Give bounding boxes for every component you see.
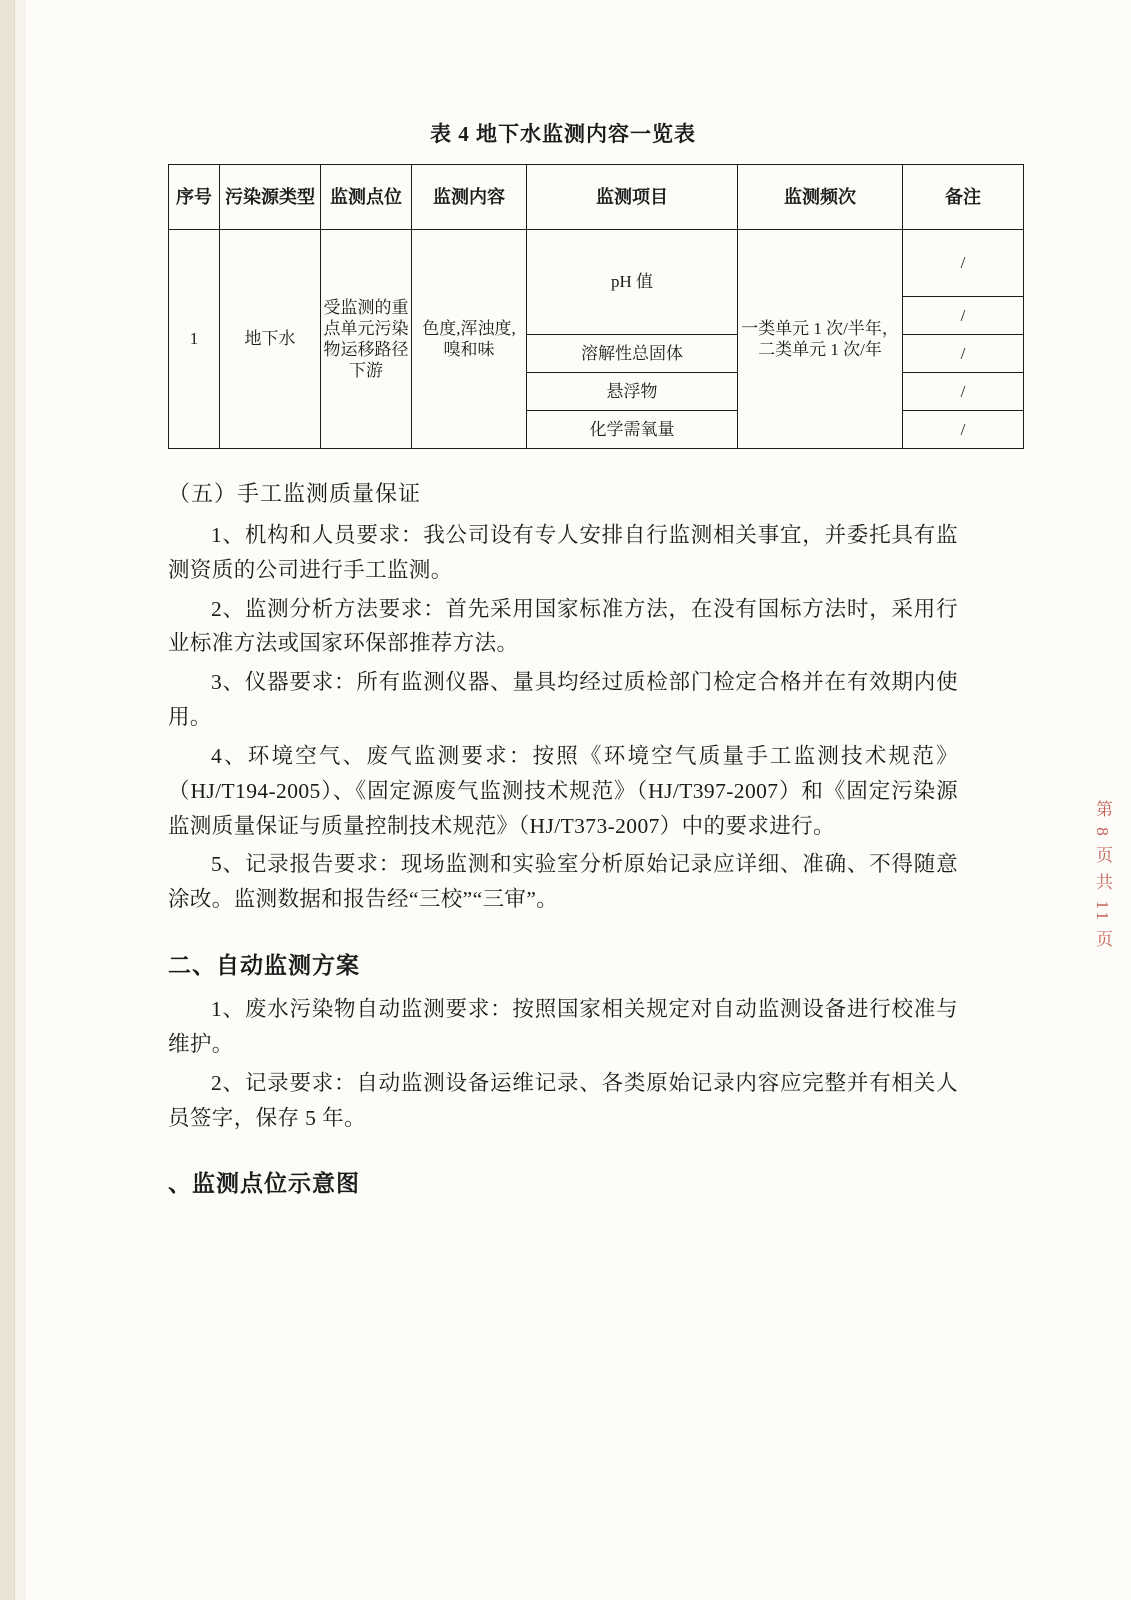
section-heading-quality-assurance: （五）手工监测质量保证 xyxy=(168,481,422,506)
margin-note: 第 8 页 共 11 页 xyxy=(1093,800,1112,951)
paragraph: 2、记录要求：自动监测设备运维记录、各类原始记录内容应完整并有相关人员签字，保存 5 年。 xyxy=(168,1070,958,1130)
header-seq: 序号 xyxy=(169,165,220,230)
paragraph: 4、环境空气、废气监测要求：按照《环境空气质量手工监测技术规范》（HJ/T194-2005）、《固定源废气监测技术规范》（HJ/T397-2007）和《固定污染源监测质量保证与质量控制技术规范》（HJ/T373-2007）中的要求进行。 xyxy=(168,743,958,838)
cell-remark: / xyxy=(903,297,1024,335)
cell-remark: / xyxy=(903,373,1024,411)
paragraph: 1、机构和人员要求：我公司设有专人安排自行监测相关事宜，并委托具有监测资质的公司进行手工监测。 xyxy=(168,523,958,582)
cell-remark: / xyxy=(903,230,1024,297)
header-remark: 备注 xyxy=(903,165,1024,230)
cell-content: 色度,浑浊度,嗅和味 xyxy=(412,230,527,449)
section-heading-point-diagram: 、监测点位示意图 xyxy=(168,1170,360,1197)
header-frequency: 监测频次 xyxy=(738,165,903,230)
cell-remark: / xyxy=(903,411,1024,449)
cell-item-ph: pH 值 xyxy=(527,230,738,335)
cell-source-type: 地下水 xyxy=(220,230,321,449)
cell-seq: 1 xyxy=(169,230,220,449)
cell-item-cod: 化学需氧量 xyxy=(527,411,738,449)
cell-point: 受监测的重点单元污染物运移路径下游 xyxy=(321,230,412,449)
table-title: 表 4 地下水监测内容一览表 xyxy=(430,122,696,146)
paragraph: 2、监测分析方法要求：首先采用国家标准方法，在没有国标方法时，采用行业标准方法或国家环保部推荐方法。 xyxy=(168,596,958,656)
groundwater-monitoring-table xyxy=(168,164,1024,449)
table-row xyxy=(169,230,1024,297)
page-left-edge xyxy=(0,0,15,1600)
header-content: 监测内容 xyxy=(412,165,527,230)
cell-item-ss: 悬浮物 xyxy=(527,373,738,411)
cell-remark: / xyxy=(903,335,1024,373)
section-heading-auto-monitoring: 二、自动监测方案 xyxy=(168,952,360,979)
table-header-row xyxy=(169,165,1024,230)
paragraph: 5、记录报告要求：现场监测和实验室分析原始记录应详细、准确、不得随意涂改。监测数据和报告经“三校”“三审”。 xyxy=(168,852,958,912)
header-point: 监测点位 xyxy=(321,165,412,230)
paragraph: 1、废水污染物自动监测要求：按照国家相关规定对自动监测设备进行校准与维护。 xyxy=(168,997,958,1056)
document-content xyxy=(168,118,981,1210)
header-item: 监测项目 xyxy=(527,165,738,230)
paragraph: 3、仪器要求：所有监测仪器、量具均经过质检部门检定合格并在有效期内使用。 xyxy=(168,670,958,730)
cell-item-tds: 溶解性总固体 xyxy=(527,335,738,373)
cell-frequency: 一类单元 1 次/半年，二类单元 1 次/年 xyxy=(738,230,903,449)
header-source-type: 污染源类型 xyxy=(220,165,321,230)
